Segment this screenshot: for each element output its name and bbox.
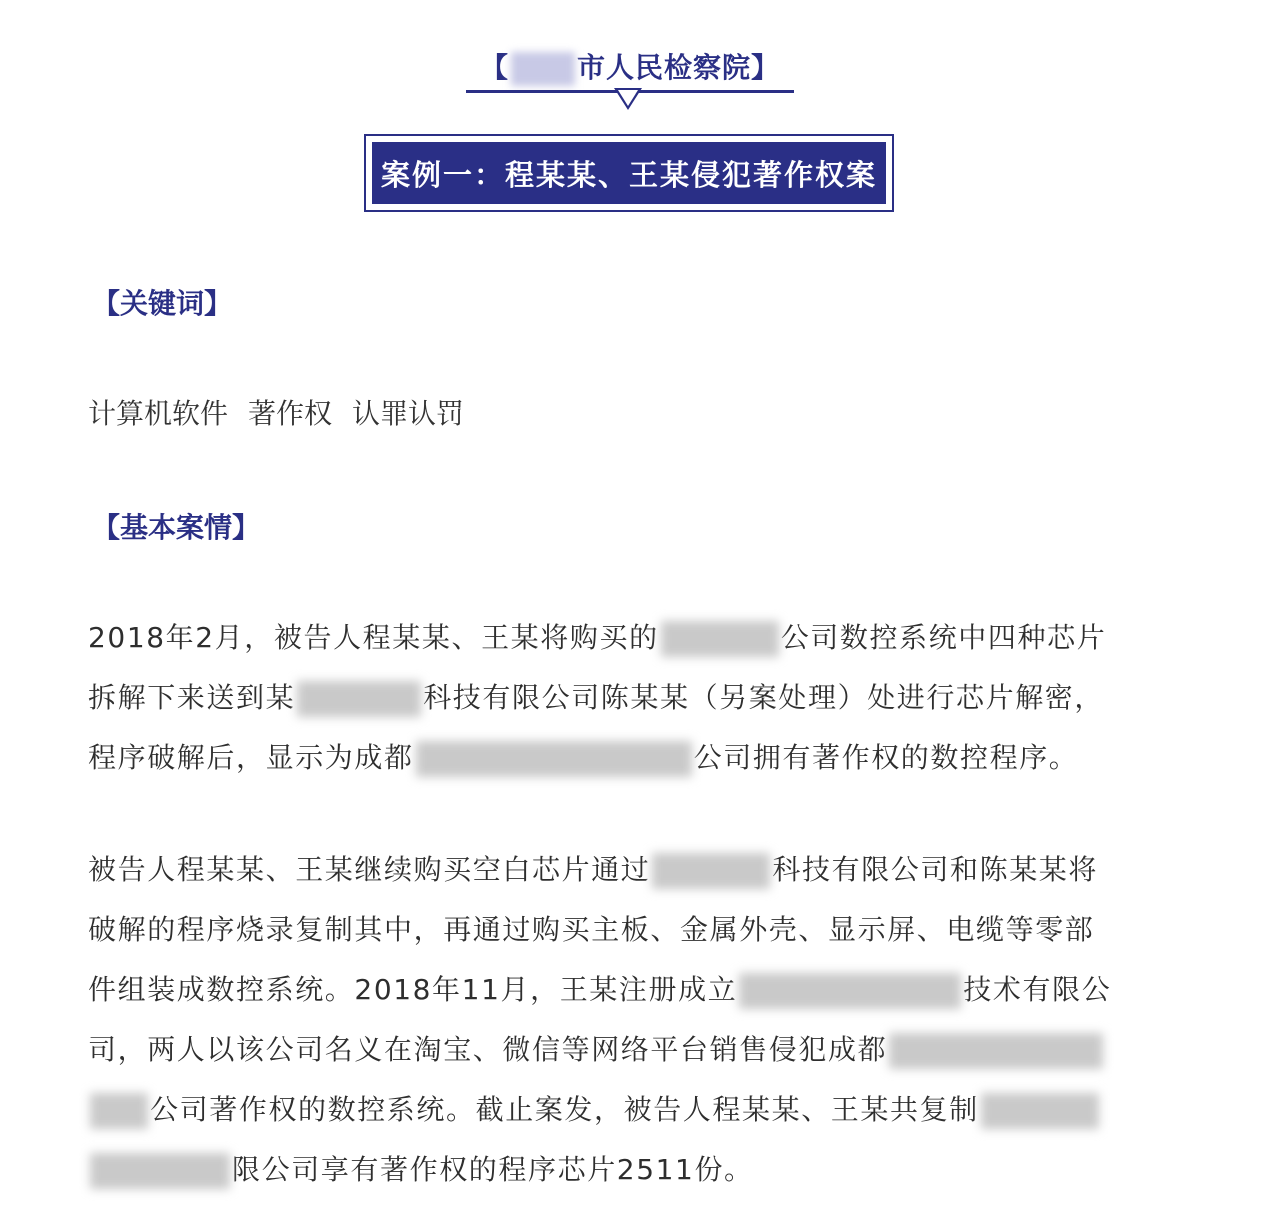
text-segment: 公司数控系统中四种芯片 (780, 621, 1107, 654)
org-header (466, 38, 794, 118)
text-segment: 公司著作权的数控系统。截止案发，被告人程某某、王某共复制 (150, 1093, 979, 1126)
text-segment: 2018年2月，被告人程某某、王某将购买的 (88, 621, 659, 654)
redacted-block (652, 853, 770, 889)
redacted-block (416, 741, 692, 777)
text-segment: 限公司享有著作权的程序芯片2511份。 (232, 1153, 754, 1186)
redacted-block (90, 1153, 230, 1189)
text-segment: 公司拥有著作权的数控程序。 (693, 741, 1079, 774)
text-line (88, 608, 1178, 668)
facts-heading: 【基本案情】 (92, 511, 261, 544)
text-line (88, 1140, 1178, 1200)
bracket-open: 【 (479, 51, 509, 84)
text-segment: 拆解下来送到某 (88, 681, 296, 714)
keyword-item: 认罪认罚 (352, 397, 465, 430)
redacted-block (661, 621, 779, 657)
redacted-block (739, 973, 961, 1009)
redacted-block (981, 1093, 1099, 1129)
text-line (88, 1080, 1178, 1140)
redacted-block (90, 1093, 148, 1129)
keywords-list (88, 392, 484, 432)
org-name: 市人民检察院 (576, 51, 751, 84)
keyword-item: 计算机软件 (88, 397, 229, 430)
keyword-item: 著作权 (248, 397, 333, 430)
text-segment: 破解的程序烧录复制其中，再通过购买主板、金属外壳、显示屏、电缆等零部 (88, 913, 1095, 946)
keywords-heading: 【关键词】 (92, 287, 233, 320)
text-segment: 科技有限公司和陈某某将 (772, 853, 1099, 886)
text-line (88, 960, 1178, 1020)
text-line (88, 840, 1178, 900)
text-segment: 程序破解后，显示为成都 (88, 741, 414, 774)
bracket-close: 】 (751, 51, 781, 84)
facts-paragraph-2 (88, 840, 1178, 1200)
case-title: 案例一：程某某、王某侵犯著作权案 (372, 142, 886, 204)
org-title (466, 46, 794, 86)
facts-paragraph-1 (88, 608, 1178, 788)
text-segment: 件组装成数控系统。2018年11月，王某注册成立 (88, 973, 738, 1006)
case-title-box (364, 134, 894, 212)
redacted-block (889, 1033, 1103, 1069)
text-segment: 科技有限公司陈某某（另案处理）处进行芯片解密， (423, 681, 1105, 714)
text-line (88, 668, 1178, 728)
text-segment: 被告人程某某、王某继续购买空白芯片通过 (88, 853, 651, 886)
redacted-block (511, 52, 575, 86)
text-line (88, 900, 1178, 960)
text-segment: 司，两人以该公司名义在淘宝、微信等网络平台销售侵犯成都 (88, 1033, 888, 1066)
text-segment: 技术有限公 (963, 973, 1112, 1006)
text-line (88, 1020, 1178, 1080)
pointer-icon-inner (618, 90, 638, 106)
text-line (88, 728, 1178, 788)
redacted-block (297, 681, 421, 717)
